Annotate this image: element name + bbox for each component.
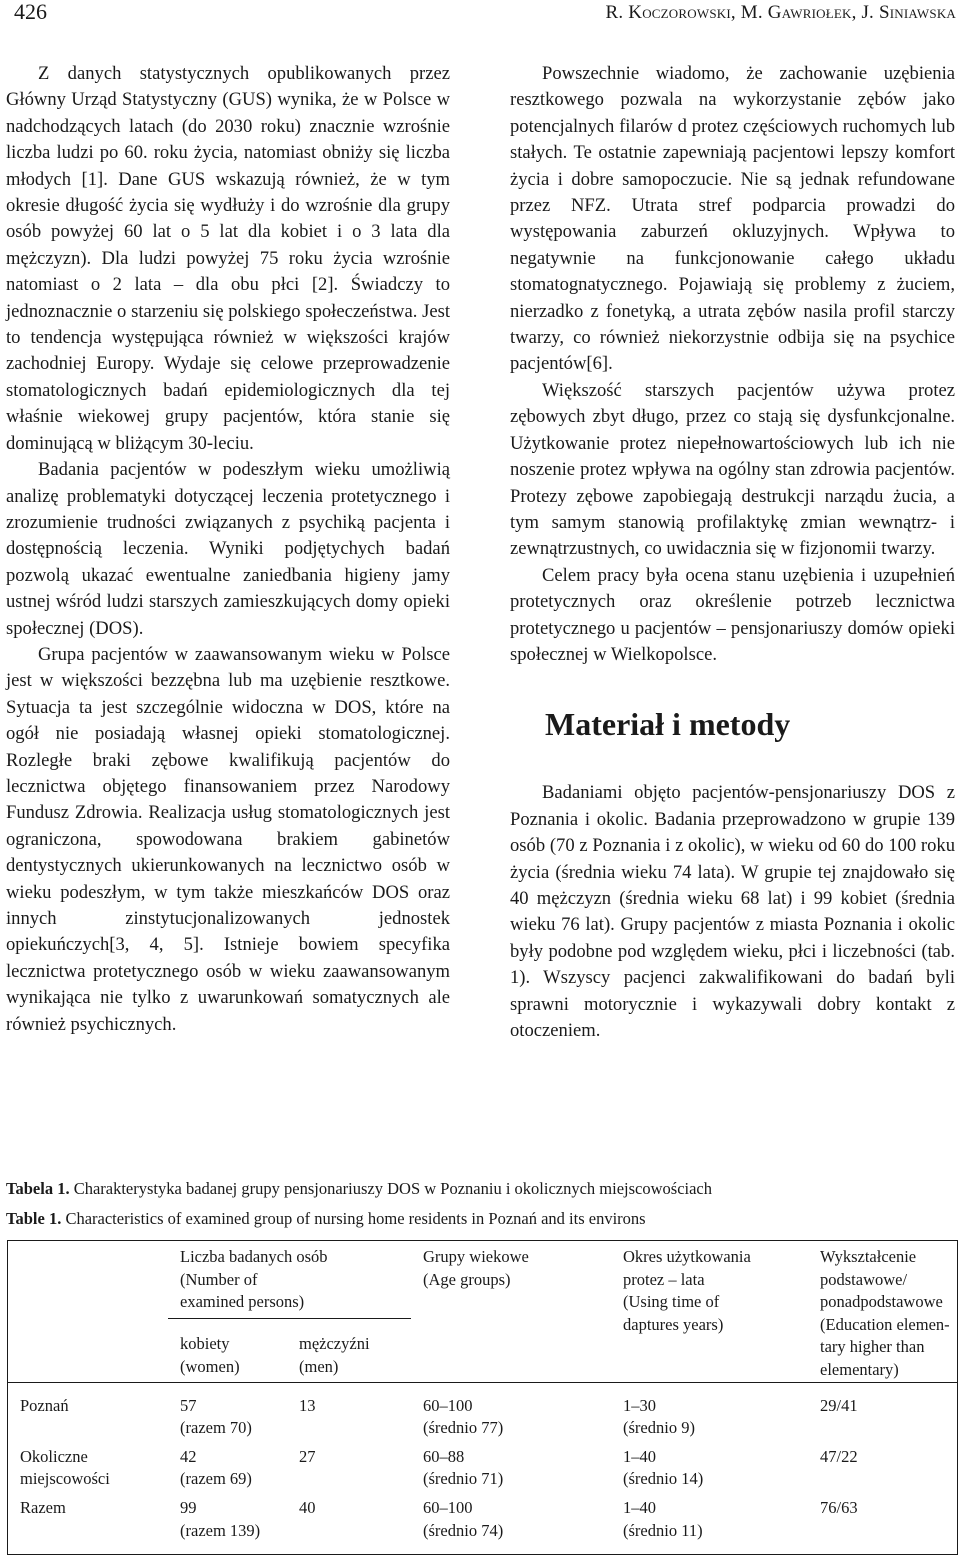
methods-paragraph: Badaniami objęto pacjentów-pensjonariuszy DOS z Poznania i okolic. Badania przeprowadzono w grupie 139 osób (70 z Poznania i z okolic), w wieku od 60 do 100 roku życia (średnia wieku 74 lata). W grupie tej znajdowało się 40 mężczyzn (średnia wieku 68 lat) i 99 kobiet (średnia wieku 76 lat). Grupy pacjentów z miasta Poznania i okolic były podobne pod względem wieku, płci i liczebności (tab. 1). Wszyscy pacjenci zakwalifikowani do badań byli sprawni motorycznie i wykazywali dobry kontakt z otoczeniem. — [510, 782, 955, 1041]
header-line: kobiety — [180, 1333, 230, 1353]
page-number: 426 — [14, 0, 47, 24]
cell-line: (razem 139) — [180, 1520, 261, 1540]
paragraph: Celem pracy była ocena stanu uzębienia i uzupełnień protetycznych oraz określenie potrzeb lecznictwa protetycznego u pacjentów – pensjonariuszy domów opieki społecznej w Wielkopolsce. — [510, 564, 955, 665]
cell-men: 27 — [299, 1446, 316, 1466]
cell-age — [411, 1491, 611, 1555]
cell-age — [411, 1440, 611, 1491]
header-line: daptures years) — [623, 1314, 724, 1334]
header-line: podstawowe/ — [820, 1269, 908, 1289]
cell-line: 57 — [180, 1395, 197, 1415]
cell-line: Okoliczne — [20, 1446, 88, 1466]
header-line: protez – lata — [623, 1269, 705, 1289]
cell-age — [411, 1383, 611, 1440]
left-column — [6, 61, 450, 1038]
header-line: (men) — [299, 1356, 339, 1376]
header-line: examined persons) — [180, 1292, 305, 1312]
header-line: ponadpodstawowe — [820, 1292, 943, 1312]
table-row — [8, 1383, 958, 1440]
paragraph: Z danych statystycznych opublikowanych przez Główny Urząd Statystyczny (GUS) wynika, że w Polsce w nadchodzących latach (do 2030 roku) znacznie wzrośnie liczba ludzi po 60. roku życia, natomiast obniży się liczba młodych [1]. Dane GUS wskazują również, że w tym okresie długość życia się wydłuży i do wzrośnie dla grupy osób powyżej 60 lat o 5 lat dla kobiet i o 3 lata dla mężczyzn). Dla ludzi powyżej 75 roku życia wzrośnie natomiast o 2 lata – dla obu płci [2]. Świadczy to jednoznacznie o starzeniu się polskiego społeczeństwa. Jest to tendencja występująca również w większości krajów zachodniej Europy. Wydaje się celowe przeprowadzenie stomatologicznych badań epidemiologicznych dla tej właśnie wiekowej grupy pacjentów, która stanie się dominującą w bliżącym 30-leciu. — [6, 63, 450, 454]
header-cell-empty — [8, 1241, 169, 1383]
header-line: Wykształcenie — [820, 1247, 917, 1266]
header-cell-men — [299, 1318, 411, 1382]
characteristics-table — [7, 1240, 958, 1555]
cell-line: 60–88 — [423, 1446, 465, 1466]
cell-men: 40 — [299, 1497, 316, 1517]
caption-text: Charakterystyka badanej grupy pensjonariuszy DOS w Poznaniu i okolicznych miejscowościach — [73, 1179, 712, 1198]
cell-women — [168, 1440, 299, 1491]
cell-line: 1–30 — [623, 1395, 656, 1415]
cell-line: miejscowości — [20, 1469, 110, 1489]
cell-line: 1–40 — [623, 1497, 656, 1517]
cell-education: 76/63 — [820, 1497, 858, 1517]
cell-line: (średnio 71) — [423, 1469, 504, 1489]
caption-label: Table 1. — [6, 1209, 62, 1228]
header-line: (Age groups) — [423, 1269, 511, 1289]
cell-line: 60–100 — [423, 1395, 473, 1415]
header-cell-denture-use — [611, 1241, 808, 1383]
table-header-row — [8, 1241, 958, 1319]
header-cell-age-groups — [411, 1241, 611, 1383]
header-line: (Education elemen- — [820, 1314, 950, 1334]
header-line: Grupy wiekowe — [423, 1247, 529, 1266]
cell-line: 42 — [180, 1446, 197, 1466]
cell-place — [8, 1491, 169, 1555]
header-line: Liczba badanych osób — [180, 1247, 328, 1266]
header-line: tary higher than — [820, 1337, 925, 1357]
header-cell-education — [808, 1241, 958, 1383]
cell-line: (średnio 14) — [623, 1469, 704, 1489]
table-caption-polish — [6, 1178, 956, 1200]
section-heading: Materiał i metody — [545, 706, 791, 743]
table-caption-english — [6, 1208, 956, 1230]
header-line: (Number of — [180, 1269, 258, 1289]
header-cell-women — [168, 1318, 299, 1382]
cell-men: 13 — [299, 1395, 316, 1415]
cell-line: (razem 69) — [180, 1469, 252, 1489]
table-row — [8, 1491, 958, 1555]
caption-label: Tabela 1. — [6, 1179, 70, 1198]
cell-education: 47/22 — [820, 1446, 858, 1466]
paragraph: Większość starszych pacjentów używa protez zębowych zbyt długo, przez co stają się dysfunkcjonalne. Użytkowanie protez niepełnowartościowych lub ich nie noszenie protez wpływa na ogólny stan zdrowia pacjentów. Protezy zębowe zapobiegają destrukcji narządu żucia, a tym samym stanowią profilaktykę zmian wewnątrz- i zewnątrzustnych, co uwidacznia się w fizjonomii twarzy. — [510, 379, 955, 560]
cell-line: 99 — [180, 1497, 197, 1517]
cell-line: (średnio 9) — [623, 1418, 695, 1438]
cell-line: (średnio 11) — [623, 1520, 703, 1540]
header-line: elementary) — [820, 1359, 899, 1379]
right-column — [510, 61, 955, 1044]
caption-text: Characteristics of examined group of nursing home residents in Poznań and its environs — [65, 1209, 646, 1228]
cell-line: (średnio 74) — [423, 1520, 504, 1540]
header-line: (women) — [180, 1356, 240, 1376]
cell-women — [168, 1383, 299, 1440]
cell-use — [611, 1383, 808, 1440]
table-row — [8, 1440, 958, 1491]
cell-women — [168, 1491, 299, 1555]
cell-line: 1–40 — [623, 1446, 656, 1466]
header-cell-count — [168, 1241, 411, 1319]
paragraph: Grupa pacjentów w zaawansowanym wieku w Polsce jest w większości bezzębna lub ma uzębienie resztkowe. Sytuacja ta jest szczególnie widoczna w DOS, które na ogół nie posiadają własnej opieki stomatologicznej. Rozległe braki zębowe kwalifikują pacjentów do lecznictwa objętego finansowaniem przez Narodowy Fundusz Zdrowia. Realizacja usług stomatologicznych jest ograniczona, spowodowana brakiem gabinetów dentystycznych ukierunkowanych na lecznictwo osób w wieku podeszłym, w tym także mieszkańców DOS oraz innych zinstytucjonalizowanych jednostek opiekuńczych[3, 4, 5]. Istnieje bowiem specyfika lecznictwa protetycznego osób w wieku zaawansowanym wynikająca nie tylko z uwarunkowań somatycznych ale również psychicznych. — [6, 643, 450, 1035]
header-line: mężczyźni — [299, 1333, 370, 1353]
header-line: Okres użytkowania — [623, 1247, 751, 1266]
cell-place — [8, 1440, 169, 1491]
cell-use — [611, 1440, 808, 1491]
cell-place — [8, 1383, 169, 1440]
cell-education: 29/41 — [820, 1395, 858, 1415]
cell-line: Poznań — [20, 1395, 69, 1415]
header-line: (Using time of — [623, 1292, 720, 1312]
cell-line: 60–100 — [423, 1497, 473, 1517]
running-head-authors: R. Koczorowski, M. Gawriołek, J. Siniawska — [605, 2, 956, 23]
paragraph: Badania pacjentów w podeszłym wieku umożliwią analizę problematyki dotyczącej leczenia protetycznego i zrozumienie trudności związanych z psychiką pacjenta i dostępnością leczenia. Wyniki podjętychych badań pozwolą ukazać ewentualne zaniedbania higieny jamy ustnej wśród ludzi starszych zamieszkujących domy opieki społecznej (DOS). — [6, 459, 450, 639]
cell-line: (średnio 77) — [423, 1418, 504, 1438]
cell-line: (razem 70) — [180, 1418, 252, 1438]
cell-use — [611, 1491, 808, 1555]
cell-line: Razem — [20, 1497, 66, 1517]
paragraph: Powszechnie wiadomo, że zachowanie uzębienia resztkowego pozwala na wykorzystanie zębów jako potencjalnych filarów d protez częściowych ruchomych lub stałych. Te ostatnie zapewniają pacjentowi lepszy komfort życia i dobre samopoczucie. Nie są jednak refundowane przez NFZ. Utrata stref podparcia prowadzi do występowania zaburzeń okluzyjnych. Wpływa to negatywnie na funkcjonowanie całego układu stomatognatycznego. Pojawiają się problemy z żuciem, nierzadko z fonetyką, a utrata zębów nasila profil starczy twarzy, co również niekorzystnie odbija się na psychice pacjentów[6]. — [510, 63, 955, 375]
